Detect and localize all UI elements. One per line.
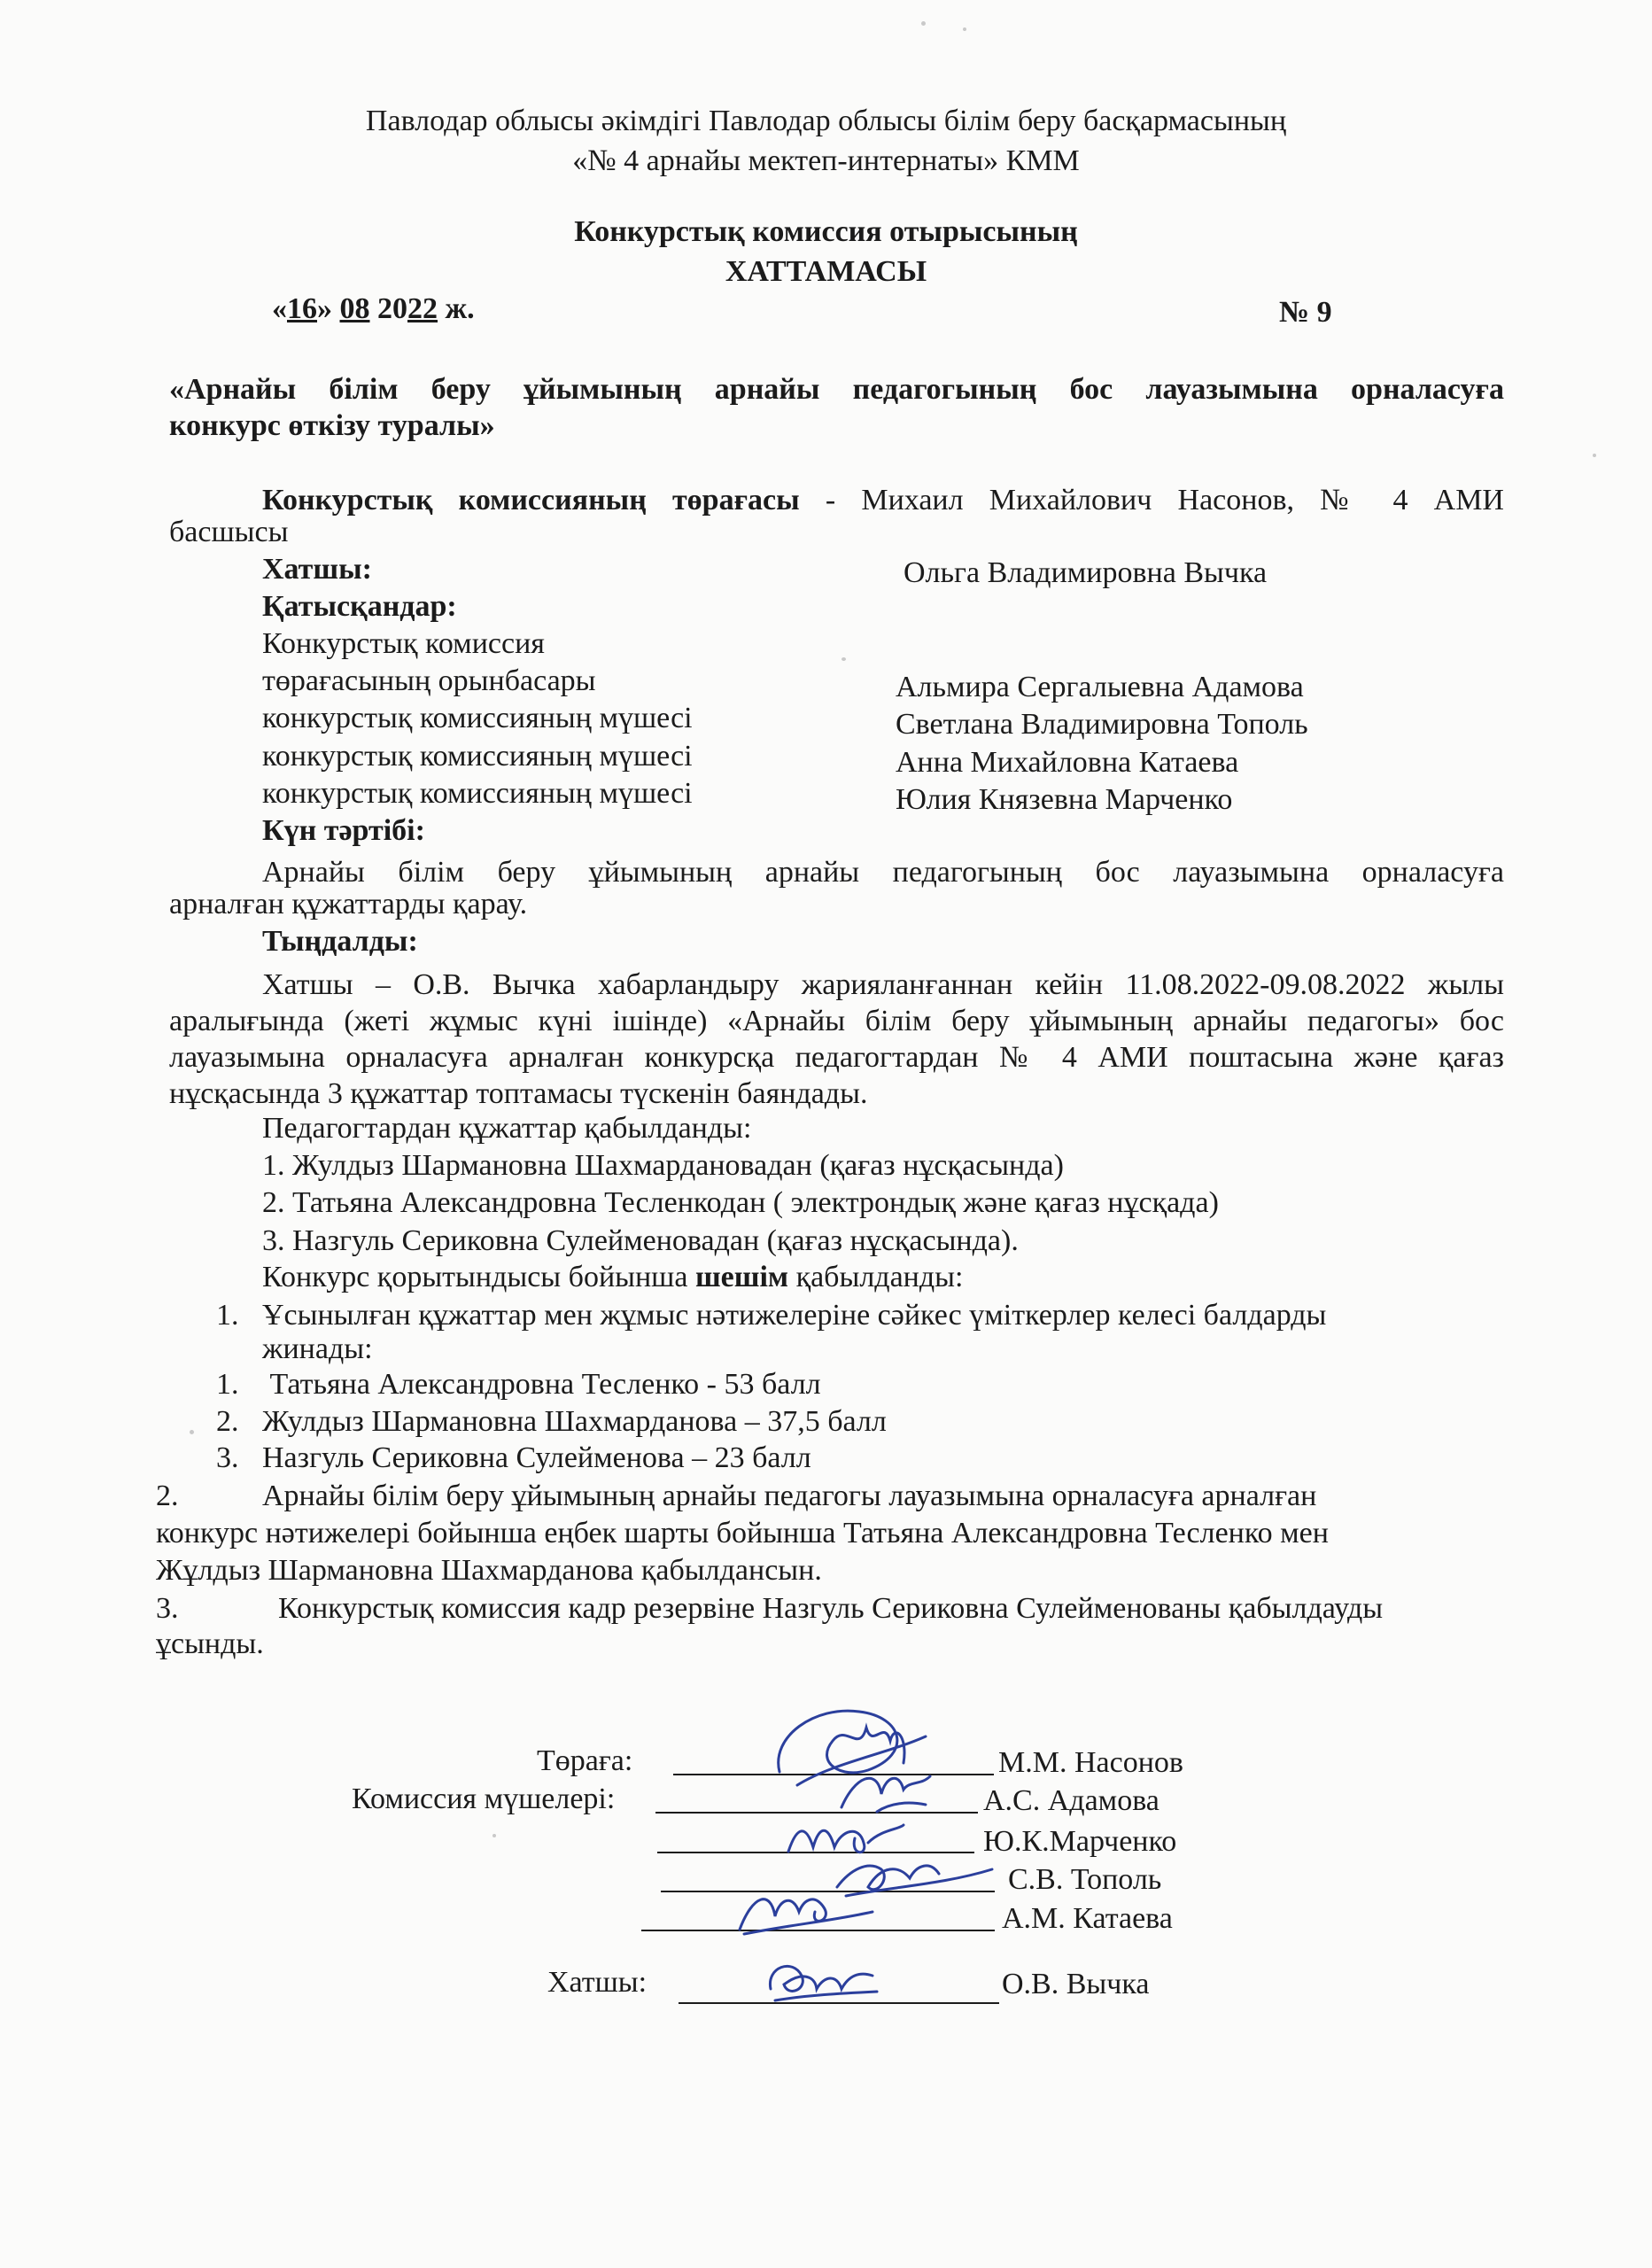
score-number: 2. (216, 1405, 239, 1438)
protocol-number: № 9 (1279, 296, 1332, 329)
decision-intro: Конкурс қорытындысы бойынша шешім қабылданды: (262, 1261, 964, 1293)
accepted-intro: Педагогтардан құжаттар қабылданды: (262, 1112, 752, 1145)
signature-name: Ю.К.Марченко (983, 1825, 1177, 1858)
heard-text: нұсқасында 3 құжаттар топтамасы түскенін баяндады. (169, 1077, 868, 1110)
decision-number: 3. (156, 1592, 179, 1625)
heard-text: лауазымына орналасуға арналған конкурсқа педагогтардан № 4 АМИ поштасына және қағаз (169, 1041, 1504, 1074)
participant-name: Альмира Сергалыевна Адамова (896, 671, 1304, 703)
accepted-item: 3. Назгуль Сериковна Сулейменовадан (қағаз нұсқасында). (262, 1224, 1019, 1257)
signature-name: М.М. Насонов (998, 1746, 1183, 1779)
scan-speck (1593, 454, 1596, 457)
decision-text: конкурс нәтижелері бойынша еңбек шарты бойынша Татьяна Александровна Тесленко мен (156, 1517, 1329, 1550)
participant-name: Юлия Князевна Марченко (896, 783, 1233, 816)
agenda-text-2: арналған құжаттарды қарау. (169, 888, 528, 920)
subject-line-2: конкурс өткізу туралы» (169, 409, 495, 442)
signature-name: О.В. Вычка (1002, 1968, 1150, 2000)
decision-text: Ұсынылған құжаттар мен жұмыс нәтижелеріне сәйкес үміткерлер келесі балдарды (262, 1299, 1327, 1332)
decision-text: Конкурстық комиссия кадр резервіне Назгуль Сериковна Сулейменованы қабылдауды (278, 1592, 1384, 1625)
participant-name: Светлана Владимировна Тополь (896, 708, 1308, 741)
document-title-main: ХАТТАМАСЫ (725, 255, 927, 288)
accepted-item: 2. Татьяна Александровна Тесленкодан ( электрондық және қағаз нұсқада) (262, 1186, 1219, 1219)
decision-number: 2. (156, 1480, 179, 1512)
score-item: Татьяна Александровна Тесленко - 53 балл (262, 1368, 821, 1401)
participant-name: Анна Михайловна Катаева (896, 746, 1239, 779)
kataeva-handwritten-signature (726, 1876, 877, 1943)
chair-position: басшысы (169, 516, 289, 548)
secretary-label: Хатшы: (262, 553, 372, 586)
scan-speck (492, 1834, 496, 1837)
signature-name: С.В. Тополь (1008, 1863, 1162, 1896)
accepted-item: 1. Жулдыз Шармановна Шахмардановадан (қағаз нұсқасында) (262, 1149, 1064, 1182)
scan-speck (842, 657, 846, 661)
organization-line-2: «№ 4 арнайы мектеп-интернаты» КММ (572, 144, 1080, 177)
decision-text: жинады: (262, 1332, 373, 1365)
agenda-text-1: Арнайы білім беру ұйымының арнайы педагогының бос лауазымына орналасуға (262, 856, 1504, 889)
signature-name: А.М. Катаева (1002, 1902, 1173, 1935)
participant-role: Конкурстық комиссия (262, 627, 545, 660)
decision-text: Жұлдыз Шармановна Шахмарданова қабылдансын. (156, 1554, 822, 1587)
heard-text: аралығында (жеті жұмыс күні ішінде) «Арнайы білім беру ұйымының арнайы педагогы» бос (169, 1005, 1504, 1037)
decision-text: Арнайы білім беру ұйымының арнайы педагогы лауазымына орналасуға арналған (262, 1480, 1317, 1512)
participant-role: төрағасының орынбасары (262, 664, 596, 697)
heard-text: Хатшы – О.В. Вычка хабарландыру жарияланғаннан кейін 11.08.2022-09.08.2022 жылы (262, 968, 1504, 1001)
participant-role: конкурстық комиссияның мүшесі (262, 740, 693, 773)
scan-speck (963, 27, 966, 31)
chair-line: Конкурстық комиссияның төрағасы - Михаил Михайлович Насонов, № 4 АМИ (262, 484, 1504, 517)
heard-label: Тыңдалды: (262, 925, 418, 958)
scan-speck (921, 21, 926, 26)
participant-role: конкурстық комиссияның мүшесі (262, 777, 693, 810)
score-item: Жулдыз Шармановна Шахмарданова – 37,5 балл (262, 1405, 887, 1438)
protocol-date: «16» 08 2022 ж. (272, 292, 475, 325)
secretary-name: Ольга Владимировна Вычка (904, 556, 1268, 589)
score-number: 1. (216, 1368, 239, 1401)
secretary-handwritten-signature (753, 1949, 886, 2011)
score-item: Назгуль Сериковна Сулейменова – 23 балл (262, 1441, 811, 1474)
document-title: Конкурстық комиссия отырысының (574, 215, 1078, 248)
subject-line-1: «Арнайы білім беру ұйымының арнайы педагогының бос лауазымына орналасуға (169, 373, 1504, 406)
organization-line-1: Павлодар облысы әкімдігі Павлодар облысы білім беру басқармасының (365, 105, 1287, 137)
decision-number: 1. (216, 1299, 239, 1332)
decision-text: ұсынды. (156, 1627, 264, 1660)
secretary-signature-label: Хатшы: (547, 1966, 648, 1999)
scan-speck (190, 1430, 194, 1434)
chair-signature-label: Төраға: (537, 1744, 633, 1777)
members-signature-label: Комиссия мүшелері: (352, 1783, 616, 1815)
score-number: 3. (216, 1441, 239, 1474)
agenda-label: Күн тәртібі: (262, 814, 425, 847)
participants-label: Қатысқандар: (262, 590, 457, 623)
signature-name: А.С. Адамова (983, 1784, 1160, 1817)
participant-role: конкурстық комиссияның мүшесі (262, 702, 693, 734)
